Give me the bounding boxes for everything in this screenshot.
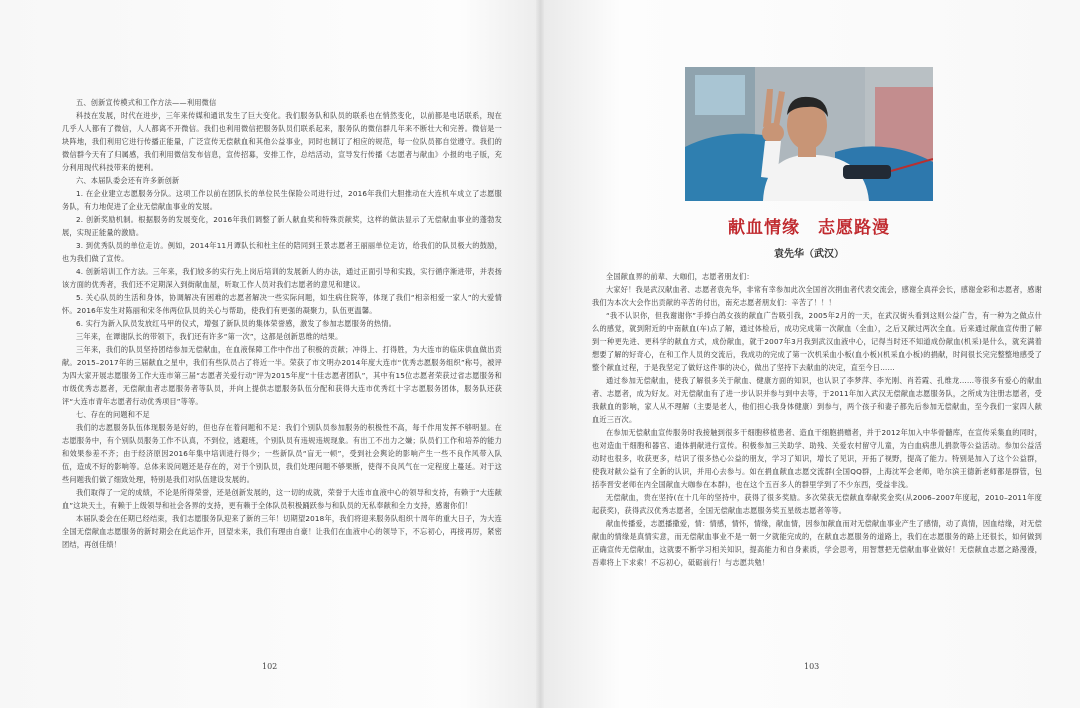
paragraph: 三年来，我们的队员坚持团结参加无偿献血，在血液保障工作中作出了积极的贡献；冲得上、打得胜，为大连市的临床供血做出贡献。2015–2017年的三届献血之星中，我们有些队员占了将近一半。荣获了市文明办2014年度大连市“优秀志愿服务组织”称号，被评为四大家开展志愿服务工作大连市第三届“志愿者关爱行动”评为2015年度“十佳志愿者团队”，其中有15位志愿者荣获过省志愿服务和市级优秀志愿者，无偿献血者志愿服务者等队员，并向上提供志愿服务队伍分配和获得大连市优秀红十字志愿服务团体，服务队还获评“大连市青年志愿者行动优秀项目”等等。 <box>62 345 502 406</box>
section-heading: 五、创新宣传模式和工作方法——利用微信 <box>76 98 217 107</box>
paragraph: 2. 创新奖励机制。根据服务的发展变化，2016年我们调整了新人献血奖和特殊贡献奖，这样的做法显示了无偿献血事业的蓬勃发展，实现正能量的激励。 <box>62 215 502 237</box>
paragraph: 我们取得了一定的成绩，不论是所得荣誉，还是创新发展的，这一切的成就，荣誉于大连市血液中心的领导和支持，有赖于“大连献血”这块天土，有赖于上级领导和社会各界的支持，更有赖于全体队员积极踊跃参与和队员的无私奉献和全力支持，感谢你们！ <box>62 488 502 510</box>
paragraph: 大家好！我是武汉献血者、志愿者袁先华，非常有幸参加此次全国首次捐血者代表交流会，感谢全真祥会长，感谢金彩和志愿者，感谢我们为本次大会作出贡献的辛苦的付出，南充志愿者朋友们：辛苦了！！！ <box>592 285 1042 307</box>
left-page-body <box>62 96 502 551</box>
right-page-body <box>592 270 1042 569</box>
paragraph: 献血传播爱，志愿播撒爱，情：情感，情怀，情缘，献血情，因参加献血而对无偿献血事业产生了感情，动了真情，因血结缘，对无偿献血的情缘是真情实意，而无偿献血事业不是一朝一夕就能完成的，在献血志愿服务的道路上，我们在志愿服务的路上还很长，如何做到正确宣传无偿献血，这就要不断学习相关知识，提高能力和自身素质，学会思考，用智慧把无偿献血事业做好！无偿献血志愿之路漫漫，吾辈将上下求索！不忘初心，砥砺前行！与志愿共勉！ <box>592 519 1042 567</box>
author-photo-illustration <box>685 67 933 201</box>
page-number-right: 103 <box>804 662 820 671</box>
author-photo <box>685 67 933 201</box>
section-heading: 六、本届队委会还有许多新创新 <box>76 176 180 185</box>
paragraph: 在参加无偿献血宣传服务时我接触到很多干细胞移植患者、造血干细胞捐赠者，并于2012年加入中华骨髓库，在宣传采集血的同时，也对造血干细胞和器官、遗体捐献进行宣传。积极参加三关助学、助残、关爱农村留守儿童，为白血病患儿捐款等公益活动。参加公益活动时也很多，收获更多，结识了很多热心公益的朋友，学习了知识，增长了见识，开拓了视野，提高了能力。特别是加入了这个公益群，使我对献公益有了全新的认识，并用心去参与。如在捐血献血志愿交流群(全国QQ群，上海沈军会老师，哈尔滨王德新老师都是群管，包括李晋安老师在内全国献血大咖参在本群)，也在这个五百多人的群里学到了不少东西，受益非浅。 <box>592 428 1042 489</box>
paragraph: 科技在发展，时代在进步，三年来传媒和通讯发生了巨大变化。我们服务队和队员的联系也在悄然变化，以前都是电话联系，现在几乎人人都有了微信，人人都离不开微信。我们也利用微信把服务队员们联系起来，服务队的微信群几年来不断壮大和完善。微信是一块阵地，我们利用它进行传播正能量，广泛宣传无偿献血和其他公益事业，同时也制订了相应的规范，每一位队员都自觉遵守。我们的微信群今天有了归属感，我们利用微信发布信息，宣传招募，安排工作，总结活动，宣导发行传播《志愿者与献血》小报的电子版，充分利用现代科技带来的便利。 <box>62 111 502 172</box>
paragraph: 6. 实行为新入队员发放红马甲的仪式，增强了新队员的集体荣誉感，激发了参加志愿服务的热情。 <box>76 319 397 328</box>
salutation: 全国献血界的前辈、大咖们，志愿者朋友们： <box>606 272 754 281</box>
paragraph: 1. 在企业建立志愿服务分队。这项工作以前在团队长的单位民生保险公司进行过，2016年我们大胆推动在大连机车成立了志愿服务队，有力地促进了企业无偿献血事业的发展。 <box>62 189 502 211</box>
paragraph: 三年来，在谭谢队长的带领下，我们还有许多“第一次”，这都是创新思维的结果。 <box>76 332 343 341</box>
paragraph: 通过参加无偿献血，使我了解很多关于献血、健康方面的知识，也认识了李梦萍、李光刚、肖若霞、孔维龙……等很多有爱心的献血者、志愿者，成为好友。对无偿献血有了进一步认识并参与到中去等，于2011年加入武汉无偿献血志愿服务队，之所成为注册志愿者，受我献血的影响，家人从不理解（主要是老人，他们担心我身体健康）到参与，两个孩子和妻子都先后参加无偿献血，至今我们一家四人献血近三百次。 <box>592 376 1042 424</box>
article-title: 献血情缘 志愿路漫 <box>728 218 890 238</box>
paragraph: 4. 创新培训工作方法。三年来，我们较多的实行先上岗后培训的发展新人的办法，通过正面引导和实践，实行循序渐进带，并表扬该方面的优秀者，我们还不定期深入到街献血屋，听取工作人员对我们志愿者的意见和建议。 <box>62 267 502 289</box>
paragraph: 5. 关心队员的生活和身体，协调解决有困难的志愿者解决一些实际问题，如生病住院等，体现了我们“相亲相爱一家人”的大爱情怀。2016年发生对陈丽和宋冬伟两位队员的关心与帮助，使我们有更强的凝聚力，队伍更温馨。 <box>62 293 502 315</box>
section-heading: 七、存在的问题和不足 <box>76 410 150 419</box>
book-gutter <box>536 0 544 708</box>
paragraph: 本届队委会在任期已经结束，我们志愿服务队迎来了新的三年！切期望2018年，我们将迎来服务队组织十周年的重大日子，为大连全国无偿献血志愿服务的新时期会在此运作开，回望未来，我们有理由自豪！让我们在血液中心的领导下，不忘初心，再接再厉，紧密团结，再创佳绩！ <box>62 514 502 549</box>
paragraph: 3. 到优秀队员的单位走访。例如，2014年11月谭队长和杜主任的陪同到王景志愿者王丽丽单位走访，给我们的队员极大的鼓励，也为我们做了宣传。 <box>62 241 502 263</box>
paragraph: 无偿献血，贵在坚持(在十几年的坚持中，获得了很多奖励。多次荣获无偿献血奉献奖金奖(从2006–2007年度起，2010–2011年度起获奖)，获得武汉优秀志愿者，全国无偿献血志愿服务奖五星级志愿者等等。 <box>592 493 1042 515</box>
paragraph: 我们的志愿服务队伍体现服务是好的，但也存在着问题和不足：我们个别队员参加服务的积极性不高，每千作用发挥不够明显。在志愿服务中，有个别队员服务工作不认真，不到位，逃避班，个别队员有违规违规现象。有出工不出力之嫌；队员们工作和培养的能力和效果参差不齐；由于经济原因2016年集中培训进行得少；一些新队员“盲无一顿”，受到社会舆论的影响产生一些不良作风带入队伍，造成不好的影响等。总体来说问题还是存在的，对于个别队员，我们处理问题不够果断，使得不良风气在一定程度上蔓延。对于这些问题我们做了细致处理，特别是我们对队伍建设发展的。 <box>62 423 502 484</box>
paragraph: “我不认识你，但我谢谢你”手捧白鸽女孩的献血广告吸引我，2005年2月的一天，在武汉街头看到这则公益广告，有一种为之做点什么的感觉，就到附近的中南献血(车)点了解，通过体检后，成功完成第一次献血（全血），之后又献过两次全血。后来通过献血宣传册了解到一种更先进、更科学的献血方式，成份献血，就于2007年3月我到武汉血液中心，记得当时还不知道成份献血(机采)是什么，就充满着想要了解的好奇心，在和工作人员的交流后，我成功的完成了第一次机采血小板(血小板)(机采血小板)的捐献，时间很长完完整整地感受了整个献血过程，于是我坚定了做好这件事的决心，做出了坚持下去献血的决定，直至今日…… <box>592 311 1042 372</box>
article-author: 袁先华（武汉） <box>774 249 844 260</box>
page-number-left: 102 <box>262 662 278 671</box>
